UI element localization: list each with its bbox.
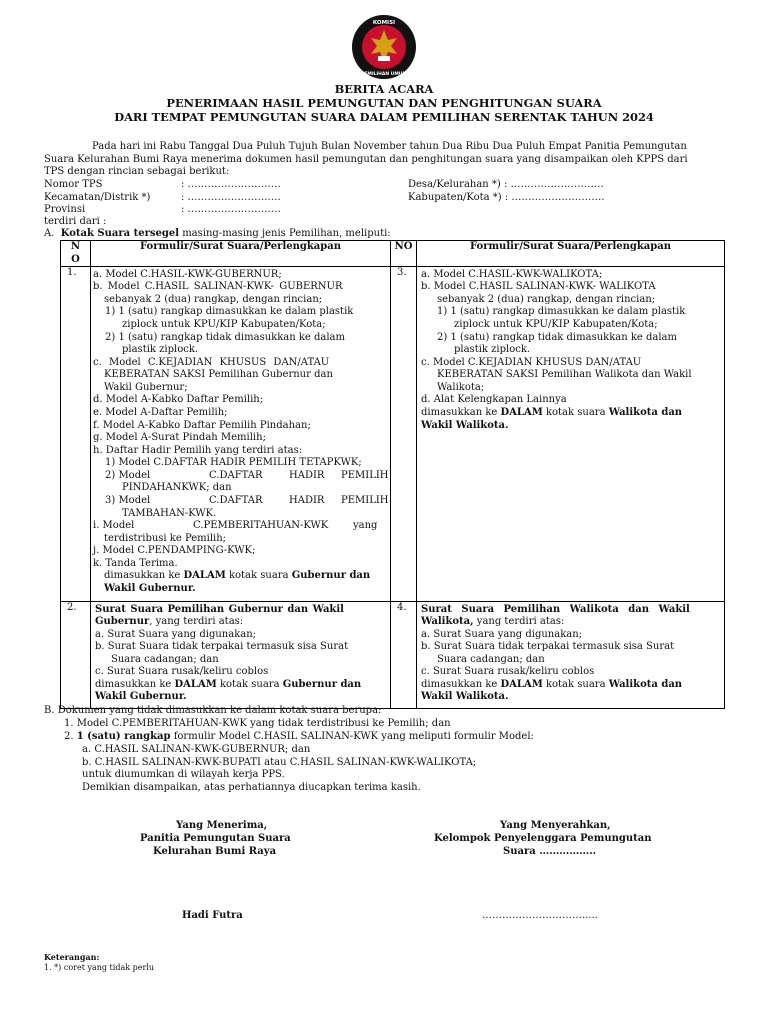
signature-right-line-1: Yang Menyerahkan, (500, 820, 611, 831)
intro-line-1: Pada hari ini Rabu Tanggal Dua Puluh Tujuh Bulan November tahun Dua Ribu Dua Puluh Empat Panitia Pemungutan (92, 141, 687, 152)
signature-right-line-2: Kelompok Penyelenggara Pemungutan (434, 833, 652, 844)
item-line: HADIR (289, 470, 325, 482)
text-fragment: kotak suara (542, 679, 609, 691)
text-fragment-bold: Gubernur dan (291, 570, 371, 582)
section-a-heading (44, 228, 391, 241)
provinsi-label: Provinsi (44, 204, 86, 215)
item-line: b. Surat Suara tidak terpakai termasuk sisa Surat (95, 641, 349, 653)
text-fragment: formulir Model C.HASIL SALINAN-KWK yang meliputi formulir Model: (170, 731, 534, 742)
item-line: j. Model C.PENDAMPING-KWK; (93, 545, 256, 557)
item-line: g. Model A-Surat Pindah Memilih; (93, 432, 266, 444)
text-fragment-bold: Walikota dan (608, 679, 683, 691)
section-a-letter: A. (44, 228, 55, 239)
row-content (91, 602, 391, 709)
table-header-row (61, 241, 725, 267)
text-fragment-bold: Walikota dan (608, 407, 683, 419)
document-subtitle-1: PENERIMAAN HASIL PEMUNGUTAN DAN PENGHITUNGAN SUARA (166, 96, 602, 110)
item-line: Wakil Gubernur. (95, 691, 187, 703)
item-line: d. Alat Kelengkapan Lainnya (421, 394, 567, 406)
item-line: terdistribusi ke Pemilih; (104, 533, 227, 545)
text-fragment-bold: Walikota, (421, 616, 474, 628)
item-line: c. Surat Suara rusak/keliru coblos (421, 666, 595, 678)
item-line (421, 616, 564, 629)
item-line: Suara cadangan; dan (111, 654, 219, 666)
text-fragment: dimasukkan ke (95, 679, 175, 691)
footer-item: 1. *) coret yang tidak perlu (44, 963, 155, 972)
item-line: Wakil Gubernur. (104, 583, 196, 595)
item-line (95, 616, 243, 629)
header-form: Formulir/Surat Suara/Perlengkapan (91, 241, 391, 267)
text-fragment: dimasukkan ke (421, 407, 501, 419)
item-line: k. Tanda Terima. (93, 558, 178, 570)
item-line: TAMBAHAN-KWK. (122, 508, 217, 520)
row-content (417, 267, 725, 602)
item-line: C.DAFTAR (209, 495, 263, 507)
text-fragment-bold: Gubernur (95, 616, 150, 628)
header-no (61, 241, 91, 267)
signature-left-name: Hadi Futra (182, 910, 243, 921)
item-line: c. Model C.KEJADIAN KHUSUS DAN/ATAU (93, 357, 330, 369)
header-no-right: NO (391, 241, 417, 267)
item-line: PEMILIH (341, 470, 389, 482)
item-line: Suara cadangan; dan (437, 654, 545, 666)
nomor-tps-label: Nomor TPS (44, 179, 103, 190)
item-line: sebanyak 2 (dua) rangkap, dengan rincian; (437, 294, 656, 306)
item-line: ziplock untuk KPU/KIP Kabupaten/Kota; (454, 319, 658, 331)
item-line: plastik ziplock. (454, 344, 531, 356)
item-line: f. Model A-Kabko Daftar Pemilih Pindahan; (93, 420, 311, 432)
section-b-item-2a: a. C.HASIL SALINAN-KWK-GUBERNUR; dan (82, 744, 311, 755)
item-line (104, 570, 370, 583)
item-line: Wakil Gubernur; (104, 382, 188, 394)
item-line: C.PEMBERITAHUAN-KWK (193, 520, 329, 532)
section-a-rest: masing-masing jenis Pemilihan, meliputi: (179, 228, 391, 239)
kabupaten-field: Kabupaten/Kota *) : ………………………. (408, 192, 605, 203)
item-line: 1) 1 (satu) rangkap dimasukkan ke dalam plastik (437, 306, 686, 318)
logo-bottom-text: PEMILIHAN UMUM (361, 72, 407, 77)
item-line: a. Model C.HASIL-KWK-GUBERNUR; (93, 269, 282, 281)
row-number: 2. (61, 602, 91, 709)
text-fragment-bold: Gubernur dan (282, 679, 362, 691)
row-number: 3. (391, 267, 417, 602)
nomor-tps-value: : ………………………. (181, 179, 281, 190)
item-line (421, 679, 682, 692)
item-line: C.DAFTAR (209, 470, 263, 482)
text-fragment: 2. (64, 731, 77, 742)
item-line: sebanyak 2 (dua) rangkap, dengan rincian; (104, 294, 323, 306)
item-line: KEBERATAN SAKSI Pemilihan Gubernur dan (104, 369, 333, 381)
header-no-line-1: N (70, 241, 81, 252)
item-line: 2) 1 (satu) rangkap tidak dimasukkan ke dalam (105, 332, 345, 344)
footer-label: Keterangan: (44, 952, 100, 962)
intro-line-3: TPS dengan rincian sebagai berikut: (44, 166, 230, 177)
text-fragment: , yang terdiri atas: (149, 616, 244, 628)
item-line: PEMILIH (341, 495, 389, 507)
item-line: a. Surat Suara yang digunakan; (421, 629, 583, 641)
signature-right-line-3: Suara …………….. (503, 846, 597, 857)
text-fragment: kotak suara (225, 570, 292, 582)
item-line (95, 679, 361, 692)
text-fragment: kotak suara (216, 679, 283, 691)
item-line: ziplock untuk KPU/KIP Kabupaten/Kota; (122, 319, 326, 331)
section-b-item-2 (64, 731, 534, 744)
text-fragment: kotak suara (542, 407, 609, 419)
item-line: Surat Suara Pemilihan Walikota dan Wakil (421, 604, 690, 616)
text-fragment-bold: DALAM (174, 679, 217, 691)
section-b-item-1: 1. Model C.PEMBERITAHUAN-KWK yang tidak terdistribusi ke Pemilih; dan (64, 718, 451, 729)
text-fragment: dimasukkan ke (104, 570, 184, 582)
item-line: HADIR (289, 495, 325, 507)
text-fragment-bold: 1 (satu) rangkap (76, 731, 171, 742)
desa-field: Desa/Kelurahan *) : ………………………. (408, 179, 604, 190)
text-fragment: dimasukkan ke (421, 679, 501, 691)
item-line: plastik ziplock. (122, 344, 199, 356)
kecamatan-value: : ………………………. (181, 192, 281, 203)
section-b-note: untuk diumumkan di wilayah kerja PPS. (82, 769, 285, 780)
item-line: PINDAHANKWK; dan (122, 482, 232, 494)
signature-left-line-2: Panitia Pemungutan Suara (140, 833, 291, 844)
table-row (61, 267, 725, 602)
item-line: i. Model (93, 520, 135, 532)
item-line: Surat Suara Pemilihan Gubernur dan Wakil (95, 604, 344, 616)
section-a-bold: Kotak Suara tersegel (60, 228, 180, 239)
item-line: yang (353, 520, 378, 532)
signature-left-line-3: Kelurahan Bumi Raya (153, 846, 277, 857)
row-content (417, 602, 725, 709)
item-line: b. Surat Suara tidak terpakai termasuk sisa Surat (421, 641, 675, 653)
item-line: Wakil Walikota. (421, 691, 509, 703)
item-line: 1) Model C.DAFTAR HADIR PEMILIH TETAPKWK; (105, 457, 362, 469)
provinsi-value: : ………………………. (181, 204, 281, 215)
kecamatan-label: Kecamatan/Distrik *) (44, 192, 151, 203)
text-fragment-bold: DALAM (500, 407, 543, 419)
items-table (60, 240, 725, 709)
item-line: Walikota; (437, 382, 485, 394)
item-line: Wakil Walikota. (421, 420, 509, 432)
intro-line-2: Suara Kelurahan Bumi Raya menerima dokumen hasil pemungutan dan penghitungan suara yang disampaikan oleh KPPS dari (44, 154, 688, 165)
terdiri-label: terdiri dari : (44, 216, 107, 227)
item-line: h. Daftar Hadir Pemilih yang terdiri atas: (93, 445, 303, 457)
item-line: b. Model C.HASIL SALINAN-KWK- GUBERNUR (93, 281, 343, 293)
item-line: 1) 1 (satu) rangkap dimasukkan ke dalam plastik (105, 306, 354, 318)
text-fragment: yang terdiri atas: (473, 616, 565, 628)
item-line: a. Surat Suara yang digunakan; (95, 629, 257, 641)
item-line: a. Model C.HASIL-KWK-WALIKOTA; (421, 269, 603, 281)
logo-top-text: KOMISI (372, 20, 396, 26)
item-line: c. Model C.KEJADIAN KHUSUS DAN/ATAU (421, 357, 642, 369)
item-line: KEBERATAN SAKSI Pemilihan Walikota dan Wakil (437, 369, 692, 381)
item-line: b. Model C.HASIL SALINAN-KWK- WALIKOTA (421, 281, 656, 293)
row-number: 1. (61, 267, 91, 602)
item-line: 2) 1 (satu) rangkap tidak dimasukkan ke dalam (437, 332, 677, 344)
item-line: d. Model A-Kabko Daftar Pemilih; (93, 394, 264, 406)
document-subtitle-2: DARI TEMPAT PEMUNGUTAN SUARA DALAM PEMILIHAN SERENTAK TAHUN 2024 (114, 110, 654, 124)
item-line: c. Surat Suara rusak/keliru coblos (95, 666, 269, 678)
text-fragment-bold: DALAM (183, 570, 226, 582)
text-fragment-bold: DALAM (500, 679, 543, 691)
signature-right-name: …………………………..... (482, 910, 598, 921)
signature-left-line-1: Yang Menerima, (176, 820, 268, 831)
closing-sentence: Demikian disampaikan, atas perhatiannya diucapkan terima kasih. (82, 782, 421, 793)
item-line: 3) Model (105, 495, 151, 507)
item-line: 2) Model (105, 470, 151, 482)
section-b-item-2b: b. C.HASIL SALINAN-KWK-BUPATI atau C.HASIL SALINAN-KWK-WALIKOTA; (82, 757, 477, 768)
row-content (91, 267, 391, 602)
table-row (61, 602, 725, 709)
header-no-line-2: O (71, 253, 80, 265)
row-number: 4. (391, 602, 417, 709)
section-b-heading: B. Dokumen yang tidak dimasukkan ke dalam kotak suara berupa: (44, 705, 382, 716)
item-line (421, 407, 682, 420)
header-form-right: Formulir/Surat Suara/Perlengkapan (417, 241, 725, 267)
kpu-logo (351, 14, 417, 80)
item-line: e. Model A-Daftar Pemilih; (93, 407, 228, 419)
document-title: BERITA ACARA (334, 82, 434, 96)
